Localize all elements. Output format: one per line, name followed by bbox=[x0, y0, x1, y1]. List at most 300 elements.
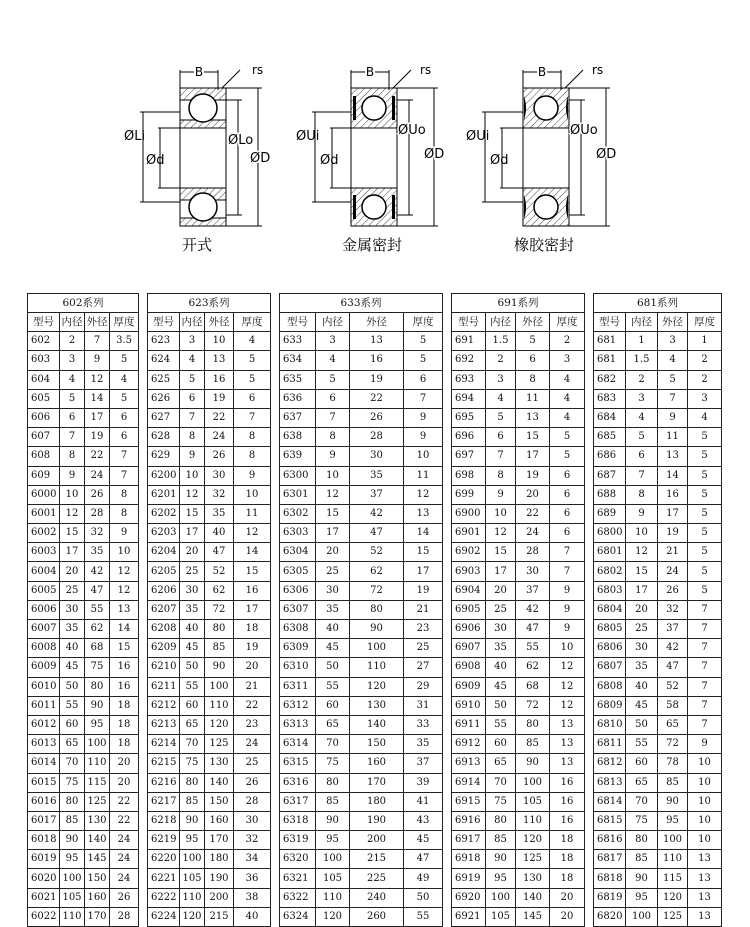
table-row bbox=[594, 696, 722, 715]
inner-diameter-cell: 80 bbox=[60, 792, 85, 811]
thickness-cell: 18 bbox=[110, 735, 139, 754]
table-row bbox=[148, 351, 271, 370]
thickness-cell: 13 bbox=[688, 888, 722, 907]
table-row bbox=[148, 907, 271, 926]
model-cell: 6919 bbox=[452, 869, 486, 888]
inner-diameter-cell: 80 bbox=[486, 811, 516, 830]
table-row bbox=[148, 389, 271, 408]
thickness-cell: 27 bbox=[404, 658, 443, 677]
model-cell: 6017 bbox=[28, 811, 60, 830]
table-row bbox=[280, 735, 443, 754]
outer-diameter-cell: 140 bbox=[516, 888, 550, 907]
inner-diameter-cell: 45 bbox=[316, 639, 350, 658]
thickness-cell: 3.5 bbox=[110, 332, 139, 351]
model-cell: 6313 bbox=[280, 715, 316, 734]
column-header: 厚度 bbox=[234, 313, 271, 332]
outer-diameter-cell: 160 bbox=[205, 811, 234, 830]
model-cell: 6210 bbox=[148, 658, 180, 677]
outer-diameter-cell: 120 bbox=[516, 831, 550, 850]
table-row bbox=[452, 351, 585, 370]
thickness-cell: 10 bbox=[688, 811, 722, 830]
model-cell: 6003 bbox=[28, 543, 60, 562]
table-row bbox=[452, 562, 585, 581]
thickness-cell: 24 bbox=[110, 850, 139, 869]
model-cell: 623 bbox=[148, 332, 180, 351]
model-cell: 6211 bbox=[148, 677, 180, 696]
inner-diameter-cell: 60 bbox=[486, 735, 516, 754]
model-cell: 6304 bbox=[280, 543, 316, 562]
model-cell: 6305 bbox=[280, 562, 316, 581]
outer-diameter-cell: 9 bbox=[658, 408, 688, 427]
model-cell: 6218 bbox=[148, 811, 180, 830]
outer-diameter-cell: 65 bbox=[658, 715, 688, 734]
thickness-cell: 9 bbox=[234, 466, 271, 485]
model-cell: 628 bbox=[148, 428, 180, 447]
inner-diameter-cell: 6 bbox=[486, 428, 516, 447]
inner-diameter-cell: 40 bbox=[626, 677, 658, 696]
thickness-cell: 7 bbox=[550, 562, 585, 581]
inner-diameter-cell: 30 bbox=[60, 600, 85, 619]
inner-diameter-cell: 17 bbox=[486, 562, 516, 581]
outer-diameter-cell: 125 bbox=[516, 850, 550, 869]
column-header: 内径 bbox=[486, 313, 516, 332]
svg-text:rs: rs bbox=[592, 63, 604, 77]
outer-diameter-cell: 13 bbox=[205, 351, 234, 370]
outer-diameter-cell: 130 bbox=[85, 811, 110, 830]
thickness-cell: 14 bbox=[110, 620, 139, 639]
inner-diameter-cell: 30 bbox=[316, 581, 350, 600]
outer-diameter-cell: 13 bbox=[658, 447, 688, 466]
model-cell: 6800 bbox=[594, 524, 626, 543]
outer-diameter-cell: 100 bbox=[516, 773, 550, 792]
inner-diameter-cell: 110 bbox=[180, 888, 205, 907]
table-row bbox=[148, 466, 271, 485]
inner-diameter-cell: 6 bbox=[626, 447, 658, 466]
outer-diameter-cell: 24 bbox=[205, 428, 234, 447]
outer-diameter-cell: 100 bbox=[658, 831, 688, 850]
thickness-cell: 2 bbox=[688, 351, 722, 370]
thickness-cell: 17 bbox=[234, 600, 271, 619]
model-cell: 6920 bbox=[452, 888, 486, 907]
model-cell: 6015 bbox=[28, 773, 60, 792]
thickness-cell: 5 bbox=[234, 370, 271, 389]
outer-diameter-cell: 120 bbox=[350, 677, 404, 696]
thickness-cell: 18 bbox=[550, 850, 585, 869]
thickness-cell: 8 bbox=[110, 485, 139, 504]
outer-diameter-cell: 120 bbox=[658, 888, 688, 907]
table-row bbox=[28, 562, 139, 581]
inner-diameter-cell: 20 bbox=[180, 543, 205, 562]
model-cell: 609 bbox=[28, 466, 60, 485]
thickness-cell: 6 bbox=[550, 524, 585, 543]
outer-diameter-cell: 125 bbox=[205, 735, 234, 754]
table-row bbox=[28, 408, 139, 427]
model-cell: 6902 bbox=[452, 543, 486, 562]
table-row bbox=[148, 543, 271, 562]
model-cell: 627 bbox=[148, 408, 180, 427]
table-row bbox=[28, 907, 139, 926]
inner-diameter-cell: 1.5 bbox=[626, 351, 658, 370]
table-row bbox=[280, 562, 443, 581]
svg-text:ØUi: ØUi bbox=[296, 129, 320, 144]
outer-diameter-cell: 28 bbox=[350, 428, 404, 447]
table-row bbox=[148, 620, 271, 639]
table-row bbox=[594, 831, 722, 850]
series-623-table bbox=[147, 293, 271, 927]
outer-diameter-cell: 62 bbox=[205, 581, 234, 600]
inner-diameter-cell: 90 bbox=[626, 869, 658, 888]
inner-diameter-cell: 110 bbox=[60, 907, 85, 926]
model-cell: 6317 bbox=[280, 792, 316, 811]
model-cell: 6911 bbox=[452, 715, 486, 734]
table-row bbox=[28, 639, 139, 658]
thickness-cell: 16 bbox=[550, 792, 585, 811]
table-row bbox=[280, 466, 443, 485]
outer-diameter-cell: 260 bbox=[350, 907, 404, 926]
column-header: 外径 bbox=[658, 313, 688, 332]
table-row bbox=[452, 792, 585, 811]
thickness-cell: 31 bbox=[404, 696, 443, 715]
table-row bbox=[452, 696, 585, 715]
column-header: 外径 bbox=[516, 313, 550, 332]
thickness-cell: 18 bbox=[550, 869, 585, 888]
thickness-cell: 35 bbox=[404, 735, 443, 754]
thickness-cell: 12 bbox=[404, 485, 443, 504]
model-cell: 604 bbox=[28, 370, 60, 389]
inner-diameter-cell: 65 bbox=[486, 754, 516, 773]
inner-diameter-cell: 9 bbox=[60, 466, 85, 485]
table-row bbox=[594, 773, 722, 792]
thickness-cell: 5 bbox=[688, 562, 722, 581]
thickness-cell: 10 bbox=[688, 773, 722, 792]
table-row bbox=[148, 658, 271, 677]
column-header: 外径 bbox=[350, 313, 404, 332]
svg-text:ØLo: ØLo bbox=[228, 133, 254, 148]
model-cell: 697 bbox=[452, 447, 486, 466]
outer-diameter-cell: 200 bbox=[350, 831, 404, 850]
thickness-cell: 9 bbox=[688, 735, 722, 754]
column-header: 型号 bbox=[452, 313, 486, 332]
outer-diameter-cell: 24 bbox=[658, 562, 688, 581]
table-row bbox=[148, 562, 271, 581]
table-row bbox=[280, 351, 443, 370]
outer-diameter-cell: 37 bbox=[350, 485, 404, 504]
model-cell: 6812 bbox=[594, 754, 626, 773]
model-cell: 6900 bbox=[452, 504, 486, 523]
outer-diameter-cell: 72 bbox=[516, 696, 550, 715]
model-cell: 6303 bbox=[280, 524, 316, 543]
table-row bbox=[28, 773, 139, 792]
thickness-cell: 7 bbox=[550, 543, 585, 562]
thickness-cell: 41 bbox=[404, 792, 443, 811]
thickness-cell: 11 bbox=[404, 466, 443, 485]
thickness-cell: 30 bbox=[234, 811, 271, 830]
outer-diameter-cell: 3 bbox=[658, 332, 688, 351]
model-cell: 6809 bbox=[594, 696, 626, 715]
table-row bbox=[280, 715, 443, 734]
inner-diameter-cell: 40 bbox=[180, 620, 205, 639]
model-cell: 6906 bbox=[452, 620, 486, 639]
inner-diameter-cell: 17 bbox=[180, 524, 205, 543]
model-cell: 6912 bbox=[452, 735, 486, 754]
inner-diameter-cell: 105 bbox=[316, 869, 350, 888]
svg-text:Ød: Ød bbox=[320, 153, 339, 168]
thickness-cell: 12 bbox=[110, 581, 139, 600]
inner-diameter-cell: 10 bbox=[180, 466, 205, 485]
outer-diameter-cell: 100 bbox=[85, 735, 110, 754]
thickness-cell: 8 bbox=[234, 428, 271, 447]
outer-diameter-cell: 17 bbox=[516, 447, 550, 466]
outer-diameter-cell: 19 bbox=[658, 524, 688, 543]
inner-diameter-cell: 20 bbox=[60, 562, 85, 581]
model-cell: 6820 bbox=[594, 907, 626, 926]
model-cell: 6205 bbox=[148, 562, 180, 581]
table-row bbox=[280, 504, 443, 523]
table-row bbox=[594, 332, 722, 351]
thickness-cell: 6 bbox=[550, 466, 585, 485]
outer-diameter-cell: 68 bbox=[85, 639, 110, 658]
thickness-cell: 26 bbox=[234, 773, 271, 792]
thickness-cell: 8 bbox=[234, 447, 271, 466]
rs-label: rs bbox=[252, 63, 264, 77]
outer-diameter-cell: 62 bbox=[350, 562, 404, 581]
thickness-cell: 16 bbox=[234, 581, 271, 600]
outer-diameter-cell: 42 bbox=[658, 639, 688, 658]
outer-diameter-cell: 11 bbox=[658, 428, 688, 447]
svg-text:ØUi: ØUi bbox=[466, 129, 490, 144]
outer-diameter-cell: 120 bbox=[205, 715, 234, 734]
thickness-cell: 15 bbox=[110, 639, 139, 658]
thickness-cell: 22 bbox=[234, 696, 271, 715]
outer-diameter-cell: 110 bbox=[516, 811, 550, 830]
model-cell: 692 bbox=[452, 351, 486, 370]
thickness-cell: 5 bbox=[234, 351, 271, 370]
table-row bbox=[594, 907, 722, 926]
inner-diameter-cell: 25 bbox=[316, 562, 350, 581]
outer-diameter-cell: 32 bbox=[85, 524, 110, 543]
series-633-table bbox=[279, 293, 443, 927]
outer-diameter-cell: 7 bbox=[85, 332, 110, 351]
table-row bbox=[280, 773, 443, 792]
outer-diameter-cell: 145 bbox=[516, 907, 550, 926]
model-cell: 6319 bbox=[280, 831, 316, 850]
table-row bbox=[452, 524, 585, 543]
outer-diameter-cell: 95 bbox=[658, 811, 688, 830]
thickness-cell: 1 bbox=[688, 332, 722, 351]
thickness-cell: 20 bbox=[110, 754, 139, 773]
inner-diameter-cell: 35 bbox=[180, 600, 205, 619]
inner-diameter-cell: 100 bbox=[180, 850, 205, 869]
outer-diameter-cell: 90 bbox=[350, 620, 404, 639]
thickness-cell: 6 bbox=[110, 408, 139, 427]
outer-diameter-cell: 19 bbox=[350, 370, 404, 389]
model-cell: 686 bbox=[594, 447, 626, 466]
inner-diameter-cell: 12 bbox=[60, 504, 85, 523]
inner-diameter-cell: 6 bbox=[60, 408, 85, 427]
outer-diameter-cell: 225 bbox=[350, 869, 404, 888]
model-cell: 6204 bbox=[148, 543, 180, 562]
model-cell: 6206 bbox=[148, 581, 180, 600]
table-row bbox=[452, 389, 585, 408]
thickness-cell: 17 bbox=[404, 562, 443, 581]
outer-diameter-cell: 16 bbox=[350, 351, 404, 370]
thickness-cell: 13 bbox=[688, 869, 722, 888]
inner-diameter-cell: 55 bbox=[316, 677, 350, 696]
column-header: 型号 bbox=[148, 313, 180, 332]
thickness-cell: 7 bbox=[688, 696, 722, 715]
model-cell: 6216 bbox=[148, 773, 180, 792]
inner-diameter-cell: 10 bbox=[60, 485, 85, 504]
table-row bbox=[148, 735, 271, 754]
inner-diameter-cell: 90 bbox=[316, 811, 350, 830]
table-row bbox=[28, 370, 139, 389]
model-cell: 606 bbox=[28, 408, 60, 427]
outer-diameter-cell: 26 bbox=[205, 447, 234, 466]
model-cell: 691 bbox=[452, 332, 486, 351]
thickness-cell: 19 bbox=[404, 581, 443, 600]
table-row bbox=[28, 869, 139, 888]
table-row bbox=[452, 370, 585, 389]
table-row bbox=[28, 351, 139, 370]
thickness-cell: 14 bbox=[404, 524, 443, 543]
thickness-cell: 5 bbox=[688, 428, 722, 447]
outer-diameter-cell: 37 bbox=[658, 620, 688, 639]
column-header: 厚度 bbox=[550, 313, 585, 332]
thickness-cell: 21 bbox=[404, 600, 443, 619]
outer-diameter-cell: 40 bbox=[205, 524, 234, 543]
table-row bbox=[594, 504, 722, 523]
inner-diameter-cell: 25 bbox=[180, 562, 205, 581]
thickness-cell: 34 bbox=[234, 850, 271, 869]
inner-diameter-cell: 55 bbox=[180, 677, 205, 696]
outer-diameter-cell: 12 bbox=[85, 370, 110, 389]
outer-diameter-cell: 130 bbox=[350, 696, 404, 715]
inner-diameter-cell: 35 bbox=[60, 620, 85, 639]
table-row bbox=[594, 370, 722, 389]
inner-diameter-cell: 80 bbox=[626, 831, 658, 850]
thickness-cell: 7 bbox=[404, 389, 443, 408]
outer-diameter-cell: 190 bbox=[205, 869, 234, 888]
outer-diameter-cell: 47 bbox=[516, 620, 550, 639]
model-cell: 6818 bbox=[594, 869, 626, 888]
inner-diameter-cell: 60 bbox=[316, 696, 350, 715]
thickness-cell: 9 bbox=[550, 620, 585, 639]
column-header: 内径 bbox=[60, 313, 85, 332]
outer-diameter-cell: 42 bbox=[516, 600, 550, 619]
outer-diameter-cell: 47 bbox=[205, 543, 234, 562]
model-cell: 6322 bbox=[280, 888, 316, 907]
inner-diameter-cell: 120 bbox=[180, 907, 205, 926]
inner-diameter-cell: 40 bbox=[486, 658, 516, 677]
inner-diameter-cell: 110 bbox=[316, 888, 350, 907]
inner-diameter-cell: 25 bbox=[60, 581, 85, 600]
model-cell: 6315 bbox=[280, 754, 316, 773]
thickness-cell: 22 bbox=[110, 792, 139, 811]
table-row bbox=[148, 504, 271, 523]
model-cell: 683 bbox=[594, 389, 626, 408]
table-row bbox=[28, 677, 139, 696]
inner-diameter-cell: 1 bbox=[626, 332, 658, 351]
model-cell: 633 bbox=[280, 332, 316, 351]
svg-text:ØD: ØD bbox=[424, 147, 445, 162]
inner-diameter-cell: 15 bbox=[180, 504, 205, 523]
table-row bbox=[452, 735, 585, 754]
thickness-cell: 26 bbox=[110, 888, 139, 907]
inner-diameter-cell: 9 bbox=[180, 447, 205, 466]
inner-diameter-cell: 100 bbox=[316, 850, 350, 869]
thickness-cell: 7 bbox=[688, 658, 722, 677]
model-cell: 637 bbox=[280, 408, 316, 427]
table-row bbox=[594, 581, 722, 600]
model-cell: 681 bbox=[594, 332, 626, 351]
model-cell: 6316 bbox=[280, 773, 316, 792]
thickness-cell: 5 bbox=[404, 351, 443, 370]
inner-diameter-cell: 90 bbox=[60, 831, 85, 850]
inner-diameter-cell: 10 bbox=[486, 504, 516, 523]
header-row bbox=[280, 313, 443, 332]
table-row bbox=[452, 332, 585, 351]
inner-diameter-cell: 17 bbox=[316, 524, 350, 543]
model-cell: 6200 bbox=[148, 466, 180, 485]
table-row bbox=[28, 792, 139, 811]
inner-diameter-cell: 90 bbox=[180, 811, 205, 830]
column-header: 内径 bbox=[180, 313, 205, 332]
inner-diameter-cell: 60 bbox=[626, 754, 658, 773]
thickness-cell: 38 bbox=[234, 888, 271, 907]
model-cell: 6320 bbox=[280, 850, 316, 869]
thickness-cell: 13 bbox=[550, 754, 585, 773]
inner-diameter-cell: 75 bbox=[60, 773, 85, 792]
outer-diameter-cell: 170 bbox=[85, 907, 110, 926]
thickness-cell: 5 bbox=[688, 466, 722, 485]
outer-diameter-cell: 35 bbox=[350, 466, 404, 485]
inner-diameter-cell: 17 bbox=[60, 543, 85, 562]
outer-diameter-cell: 32 bbox=[205, 485, 234, 504]
model-cell: 639 bbox=[280, 447, 316, 466]
inner-diameter-cell: 80 bbox=[180, 773, 205, 792]
table-row bbox=[280, 620, 443, 639]
table-row bbox=[148, 639, 271, 658]
thickness-cell: 10 bbox=[550, 639, 585, 658]
thickness-cell: 15 bbox=[234, 562, 271, 581]
outer-diameter-cell: 100 bbox=[205, 677, 234, 696]
thickness-cell: 6 bbox=[110, 428, 139, 447]
inner-diameter-cell: 65 bbox=[316, 715, 350, 734]
model-cell: 6224 bbox=[148, 907, 180, 926]
thickness-cell: 3 bbox=[550, 351, 585, 370]
table-row bbox=[280, 428, 443, 447]
table-row bbox=[452, 466, 585, 485]
table-row bbox=[28, 466, 139, 485]
inner-diameter-cell: 8 bbox=[626, 485, 658, 504]
inner-diameter-cell: 8 bbox=[60, 447, 85, 466]
outer-diameter-cell: 160 bbox=[85, 888, 110, 907]
outer-diameter-cell: 110 bbox=[85, 754, 110, 773]
model-cell: 684 bbox=[594, 408, 626, 427]
model-cell: 6808 bbox=[594, 677, 626, 696]
table-row bbox=[594, 677, 722, 696]
outer-diameter-cell: 125 bbox=[658, 907, 688, 926]
model-cell: 602 bbox=[28, 332, 60, 351]
inner-diameter-cell: 85 bbox=[316, 792, 350, 811]
thickness-cell: 25 bbox=[404, 639, 443, 658]
inner-diameter-cell: 2 bbox=[60, 332, 85, 351]
outer-diameter-cell: 72 bbox=[350, 581, 404, 600]
column-header: 型号 bbox=[594, 313, 626, 332]
model-cell: 6202 bbox=[148, 504, 180, 523]
series-681-table bbox=[593, 293, 722, 927]
inner-diameter-cell: 8 bbox=[180, 428, 205, 447]
